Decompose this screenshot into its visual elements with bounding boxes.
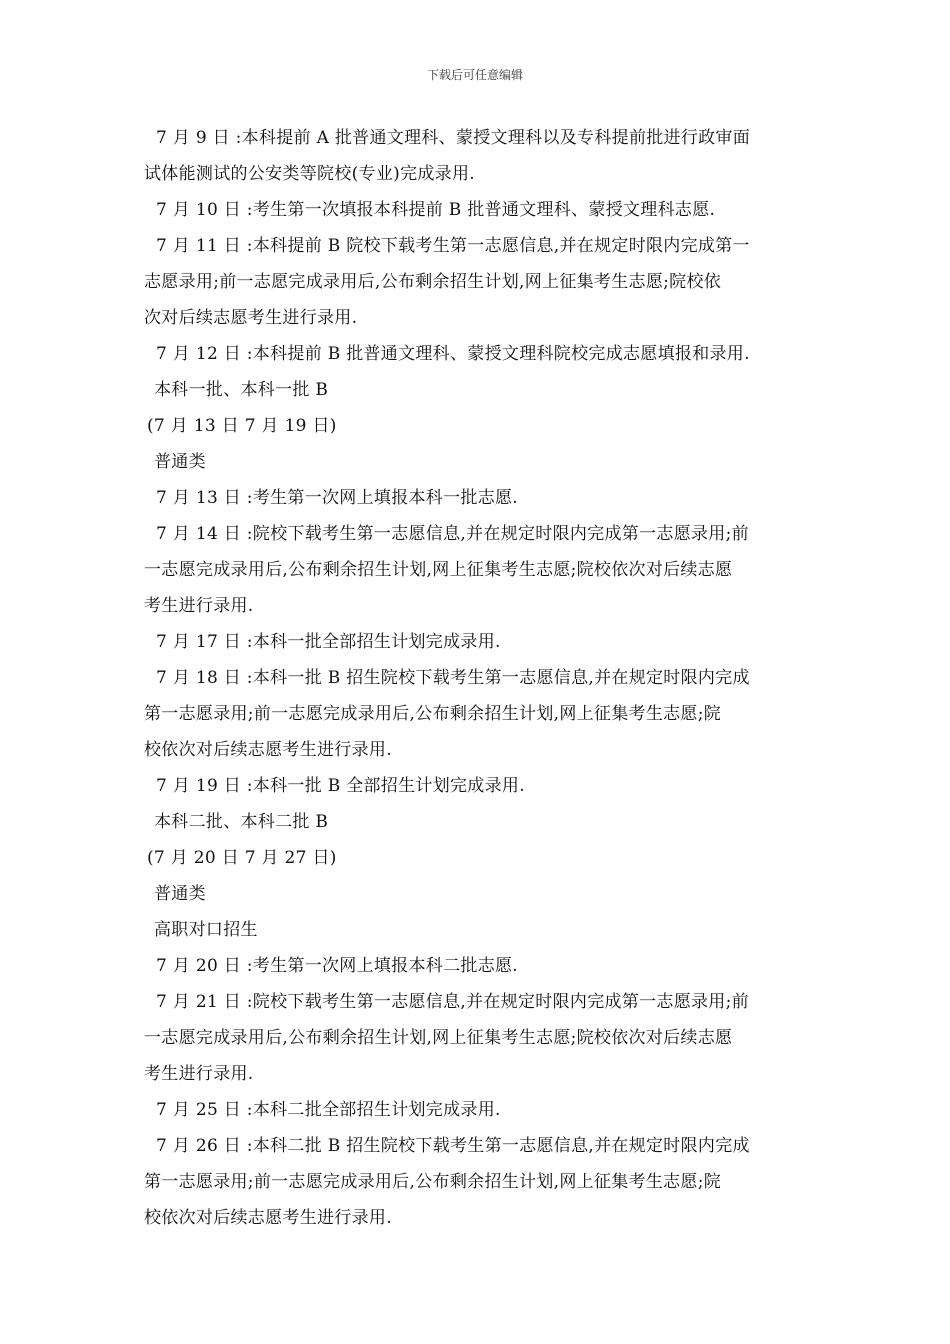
section-subheading: 高职对口招生	[154, 920, 258, 940]
section-date-range: (7 月 20 日 7 月 27 日)	[147, 848, 337, 868]
text-line: 7 月 13 日 :考生第一次网上填报本科一批志愿.	[156, 488, 518, 508]
text-line: 第一志愿录用;前一志愿完成录用后,公布剩余招生计划,网上征集考生志愿;院	[144, 1172, 722, 1192]
text-line: 7 月 11 日 :本科提前 B 院校下载考生第一志愿信息,并在规定时限内完成第一	[156, 236, 750, 256]
text-line: 7 月 18 日 :本科一批 B 招生院校下载考生第一志愿信息,并在规定时限内完成	[156, 668, 750, 688]
text-line: 7 月 14 日 :院校下载考生第一志愿信息,并在规定时限内完成第一志愿录用;前	[156, 524, 749, 544]
text-line: 7 月 20 日 :考生第一次网上填报本科二批志愿.	[156, 956, 518, 976]
text-line: 校依次对后续志愿考生进行录用.	[144, 740, 392, 760]
text-line: 一志愿完成录用后,公布剩余招生计划,网上征集考生志愿;院校依次对后续志愿	[144, 560, 733, 580]
text-line: 7 月 26 日 :本科二批 B 招生院校下载考生第一志愿信息,并在规定时限内完成	[156, 1136, 750, 1156]
text-line: 校依次对后续志愿考生进行录用.	[144, 1208, 392, 1228]
section-date-range: (7 月 13 日 7 月 19 日)	[147, 416, 337, 436]
text-line: 次对后续志愿考生进行录用.	[144, 308, 358, 328]
text-line: 试体能测试的公安类等院校(专业)完成录用.	[144, 164, 475, 184]
text-line: 7 月 9 日 :本科提前 A 批普通文理科、蒙授文理科以及专科提前批进行政审面	[156, 128, 751, 148]
text-line: 一志愿完成录用后,公布剩余招生计划,网上征集考生志愿;院校依次对后续志愿	[144, 1028, 733, 1048]
text-line: 7 月 17 日 :本科一批全部招生计划完成录用.	[156, 632, 501, 652]
text-line: 7 月 19 日 :本科一批 B 全部招生计划完成录用.	[156, 776, 525, 796]
text-line: 考生进行录用.	[144, 596, 254, 616]
document-body	[144, 120, 812, 1236]
text-line: 7 月 25 日 :本科二批全部招生计划完成录用.	[156, 1100, 501, 1120]
text-line: 志愿录用;前一志愿完成录用后,公布剩余招生计划,网上征集考生志愿;院校依	[144, 272, 722, 292]
section-subheading: 普通类	[154, 884, 206, 904]
section-subheading: 普通类	[154, 452, 206, 472]
text-line: 7 月 21 日 :院校下载考生第一志愿信息,并在规定时限内完成第一志愿录用;前	[156, 992, 749, 1012]
text-line: 第一志愿录用;前一志愿完成录用后,公布剩余招生计划,网上征集考生志愿;院	[144, 704, 722, 724]
section-heading: 本科一批、本科一批 B	[154, 380, 329, 400]
text-line: 7 月 12 日 :本科提前 B 批普通文理科、蒙授文理科院校完成志愿填报和录用.	[156, 344, 750, 364]
page-header: 下载后可任意编辑	[426, 68, 523, 82]
section-heading: 本科二批、本科二批 B	[154, 812, 329, 832]
text-line: 7 月 10 日 :考生第一次填报本科提前 B 批普通文理科、蒙授文理科志愿.	[156, 200, 716, 220]
text-line: 考生进行录用.	[144, 1064, 254, 1084]
